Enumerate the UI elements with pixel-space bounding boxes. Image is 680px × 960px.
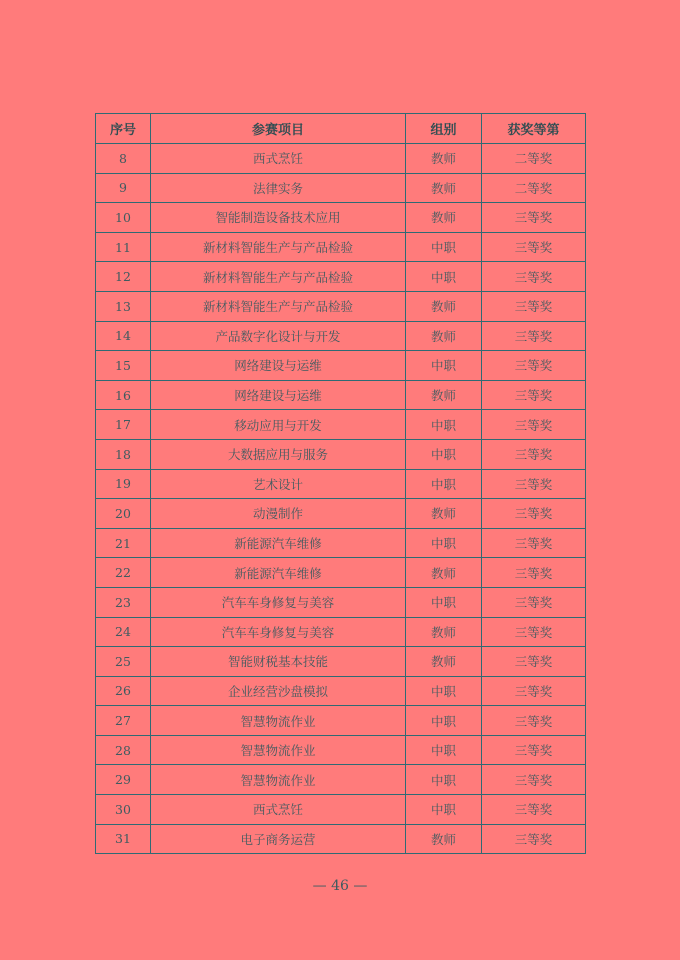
row-index: 30 — [96, 795, 151, 825]
award-level: 三等奖 — [482, 558, 586, 588]
award-level: 三等奖 — [482, 469, 586, 499]
group: 教师 — [406, 203, 482, 233]
group: 教师 — [406, 321, 482, 351]
table-row — [96, 351, 586, 381]
award-level: 三等奖 — [482, 676, 586, 706]
event-name: 西式烹饪 — [151, 144, 406, 174]
row-index: 11 — [96, 232, 151, 262]
awards-table — [95, 113, 586, 854]
table-row — [96, 380, 586, 410]
row-index: 14 — [96, 321, 151, 351]
event-name: 动漫制作 — [151, 499, 406, 529]
table-row — [96, 144, 586, 174]
award-level: 三等奖 — [482, 587, 586, 617]
group: 教师 — [406, 647, 482, 677]
table-row — [96, 262, 586, 292]
table-row — [96, 558, 586, 588]
group: 教师 — [406, 144, 482, 174]
award-level: 三等奖 — [482, 380, 586, 410]
award-level: 三等奖 — [482, 824, 586, 854]
table-row — [96, 469, 586, 499]
event-name: 新材料智能生产与产品检验 — [151, 262, 406, 292]
group: 中职 — [406, 469, 482, 499]
row-index: 15 — [96, 351, 151, 381]
event-name: 网络建设与运维 — [151, 351, 406, 381]
award-level: 三等奖 — [482, 795, 586, 825]
row-index: 12 — [96, 262, 151, 292]
table-row — [96, 173, 586, 203]
table-row — [96, 824, 586, 854]
event-name: 汽车车身修复与美容 — [151, 587, 406, 617]
award-level: 三等奖 — [482, 439, 586, 469]
row-index: 21 — [96, 528, 151, 558]
table-row — [96, 203, 586, 233]
event-name: 汽车车身修复与美容 — [151, 617, 406, 647]
event-name: 新能源汽车维修 — [151, 558, 406, 588]
group: 教师 — [406, 617, 482, 647]
group: 教师 — [406, 173, 482, 203]
event-name: 网络建设与运维 — [151, 380, 406, 410]
event-name: 智慧物流作业 — [151, 765, 406, 795]
group: 教师 — [406, 291, 482, 321]
table-row — [96, 232, 586, 262]
award-level: 三等奖 — [482, 499, 586, 529]
header-award: 获奖等第 — [482, 114, 586, 144]
table-row — [96, 439, 586, 469]
award-level: 三等奖 — [482, 321, 586, 351]
table-row — [96, 765, 586, 795]
award-level: 三等奖 — [482, 617, 586, 647]
table-body — [96, 144, 586, 854]
row-index: 13 — [96, 291, 151, 321]
group: 中职 — [406, 528, 482, 558]
row-index: 20 — [96, 499, 151, 529]
row-index: 27 — [96, 706, 151, 736]
award-level: 三等奖 — [482, 232, 586, 262]
award-level: 三等奖 — [482, 706, 586, 736]
table-row — [96, 528, 586, 558]
group: 中职 — [406, 232, 482, 262]
event-name: 产品数字化设计与开发 — [151, 321, 406, 351]
event-name: 电子商务运营 — [151, 824, 406, 854]
row-index: 22 — [96, 558, 151, 588]
award-level: 三等奖 — [482, 410, 586, 440]
award-level: 三等奖 — [482, 203, 586, 233]
row-index: 26 — [96, 676, 151, 706]
event-name: 新材料智能生产与产品检验 — [151, 232, 406, 262]
table-row — [96, 706, 586, 736]
group: 中职 — [406, 735, 482, 765]
row-index: 28 — [96, 735, 151, 765]
event-name: 移动应用与开发 — [151, 410, 406, 440]
table-row — [96, 499, 586, 529]
row-index: 31 — [96, 824, 151, 854]
award-level: 三等奖 — [482, 735, 586, 765]
group: 教师 — [406, 380, 482, 410]
award-level: 三等奖 — [482, 528, 586, 558]
group: 中职 — [406, 410, 482, 440]
table-row — [96, 617, 586, 647]
row-index: 24 — [96, 617, 151, 647]
event-name: 智慧物流作业 — [151, 735, 406, 765]
page-number: — 46 — — [312, 878, 368, 894]
award-level: 三等奖 — [482, 351, 586, 381]
table-row — [96, 735, 586, 765]
row-index: 25 — [96, 647, 151, 677]
group: 中职 — [406, 795, 482, 825]
award-level: 三等奖 — [482, 647, 586, 677]
table-row — [96, 647, 586, 677]
group: 教师 — [406, 499, 482, 529]
event-name: 新材料智能生产与产品检验 — [151, 291, 406, 321]
table-row — [96, 587, 586, 617]
group: 中职 — [406, 262, 482, 292]
event-name: 大数据应用与服务 — [151, 439, 406, 469]
event-name: 智能制造设备技术应用 — [151, 203, 406, 233]
event-name: 法律实务 — [151, 173, 406, 203]
group: 教师 — [406, 824, 482, 854]
event-name: 智慧物流作业 — [151, 706, 406, 736]
event-name: 智能财税基本技能 — [151, 647, 406, 677]
table-row — [96, 321, 586, 351]
group: 中职 — [406, 676, 482, 706]
table-header-row — [96, 114, 586, 144]
event-name: 西式烹饪 — [151, 795, 406, 825]
row-index: 18 — [96, 439, 151, 469]
award-level: 三等奖 — [482, 765, 586, 795]
header-event: 参赛项目 — [151, 114, 406, 144]
group: 中职 — [406, 587, 482, 617]
group: 中职 — [406, 706, 482, 736]
event-name: 新能源汽车维修 — [151, 528, 406, 558]
row-index: 8 — [96, 144, 151, 174]
header-group: 组别 — [406, 114, 482, 144]
award-level: 二等奖 — [482, 144, 586, 174]
table-row — [96, 291, 586, 321]
row-index: 23 — [96, 587, 151, 617]
header-index: 序号 — [96, 114, 151, 144]
group: 中职 — [406, 351, 482, 381]
award-level: 三等奖 — [482, 262, 586, 292]
table-row — [96, 795, 586, 825]
table-row — [96, 676, 586, 706]
group: 中职 — [406, 765, 482, 795]
event-name: 艺术设计 — [151, 469, 406, 499]
award-level: 二等奖 — [482, 173, 586, 203]
row-index: 9 — [96, 173, 151, 203]
row-index: 19 — [96, 469, 151, 499]
table-row — [96, 410, 586, 440]
row-index: 17 — [96, 410, 151, 440]
row-index: 16 — [96, 380, 151, 410]
event-name: 企业经营沙盘模拟 — [151, 676, 406, 706]
award-level: 三等奖 — [482, 291, 586, 321]
group: 中职 — [406, 439, 482, 469]
row-index: 29 — [96, 765, 151, 795]
row-index: 10 — [96, 203, 151, 233]
group: 教师 — [406, 558, 482, 588]
